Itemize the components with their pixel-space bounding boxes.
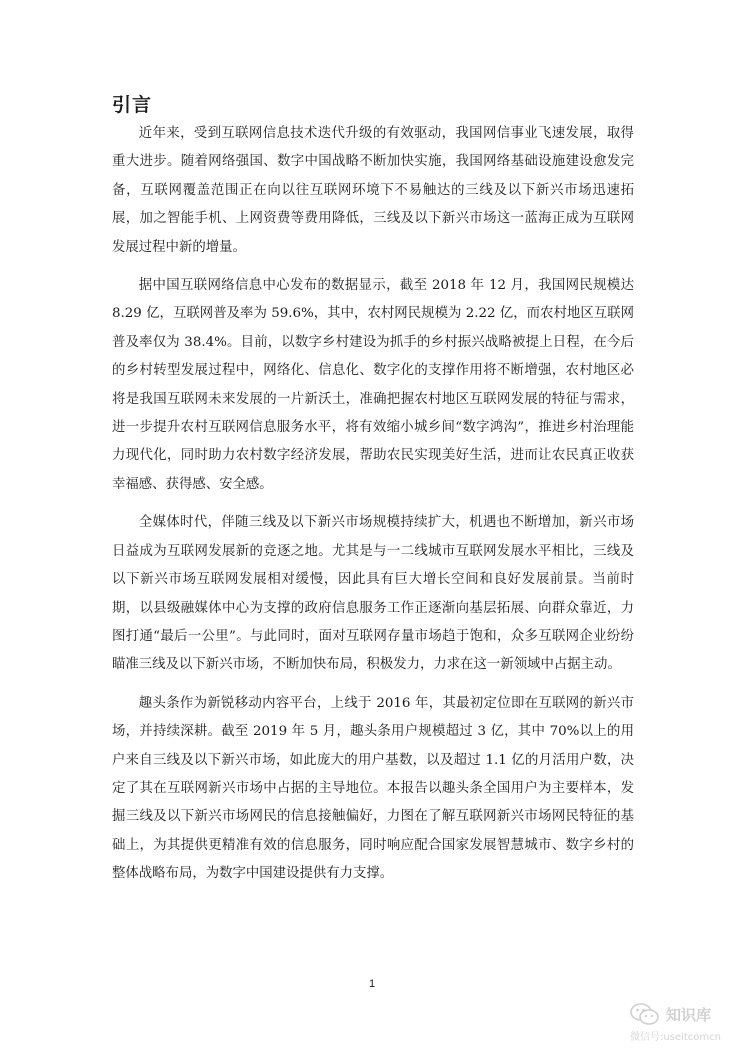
paragraph-3: 全媒体时代，伴随三线及以下新兴市场规模持续扩大，机遇也不断增加，新兴市场日益成为互联网发展新的竞逐之地。尤其是与一二线城市互联网发展水平相比，三线及以下新兴市场互联网发展相对缓慢，因此具有巨大增长空间和良好发展前景。当前时期，以县级融媒体中心为支撑的政府信息服务工作正逐渐向基层拓展、向群众靠近，力图打通“最后一公里”。与此同时，面对互联网存量市场趋于饱和，众多互联网企业纷纷瞄准三线及以下新兴市场，不断加快布局，积极发力，力求在这一新领域中占据主动。: [112, 515, 634, 673]
wechat-icon: [630, 1002, 660, 1026]
paragraph-4: 趣头条作为新锐移动内容平台，上线于 2016 年，其最初定位即在互联网的新兴市场，并持续深耕。截至 2019 年 5 月，趣头条用户规模超过 3 亿，其中 70%以上的用户来自三线及以下新兴市场，如此庞大的用户基数，以及超过 1.1 亿的月活用户数，决定了其在互联网新兴市场中占据的主导地位。本报告以趣头条全国用户为主要样本，发掘三线及以下新兴市场网民的信息接触偏好，力图在了解互联网新兴市场网民特征的基础上，为其提供更精准有效的信息服务，同时响应配合国家发展智慧城市、数字乡村的整体战略布局，为数字中国建设提供有力支撑。: [112, 695, 634, 882]
watermark-subtitle: 微信号:useitcomcn: [630, 1032, 721, 1043]
paragraph-2: 据中国互联网络信息中心发布的数据显示，截至 2018 年 12 月，我国网民规模达 8.29 亿，互联网普及率为 59.6%，其中，农村网民规模为 2.22 亿，而农村地区互联网普及率仅为 38.4%。目前，以数字乡村建设为抓手的乡村振兴战略被提上日程，在今后的乡村转型发展过程中，网络化、信息化、数字化的支撑作用将不断增强，农村地区必将是我国互联网未来发展的一片新沃土，准确把握农村地区互联网发展的特征与需求，进一步提升农村互联网信息服务水平，将有效缩小城乡间“数字鸿沟”，推进乡村治理能力现代化，同时助力农村数字经济发展，帮助农民实现美好生活，进而让农民真正收获幸福感、获得感、安全感。: [112, 278, 634, 492]
watermark: [630, 1002, 738, 1048]
page-number: 1: [368, 978, 376, 990]
watermark-title: 知识库: [666, 1005, 712, 1024]
paragraph-1: 近年来，受到互联网信息技术迭代升级的有效驱动，我国网信事业飞速发展，取得重大进步。随着网络强国、数字中国战略不断加快实施，我国网络基础设施建设愈发完备，互联网覆盖范围正在向以往互联网环境下不易触达的三线及以下新兴市场迅速拓展，加之智能手机、上网资费等费用降低，三线及以下新兴市场这一蓝海正成为互联网发展过程中新的增量。: [112, 126, 634, 255]
body-text: [112, 120, 634, 899]
section-heading: 引言: [112, 94, 153, 116]
